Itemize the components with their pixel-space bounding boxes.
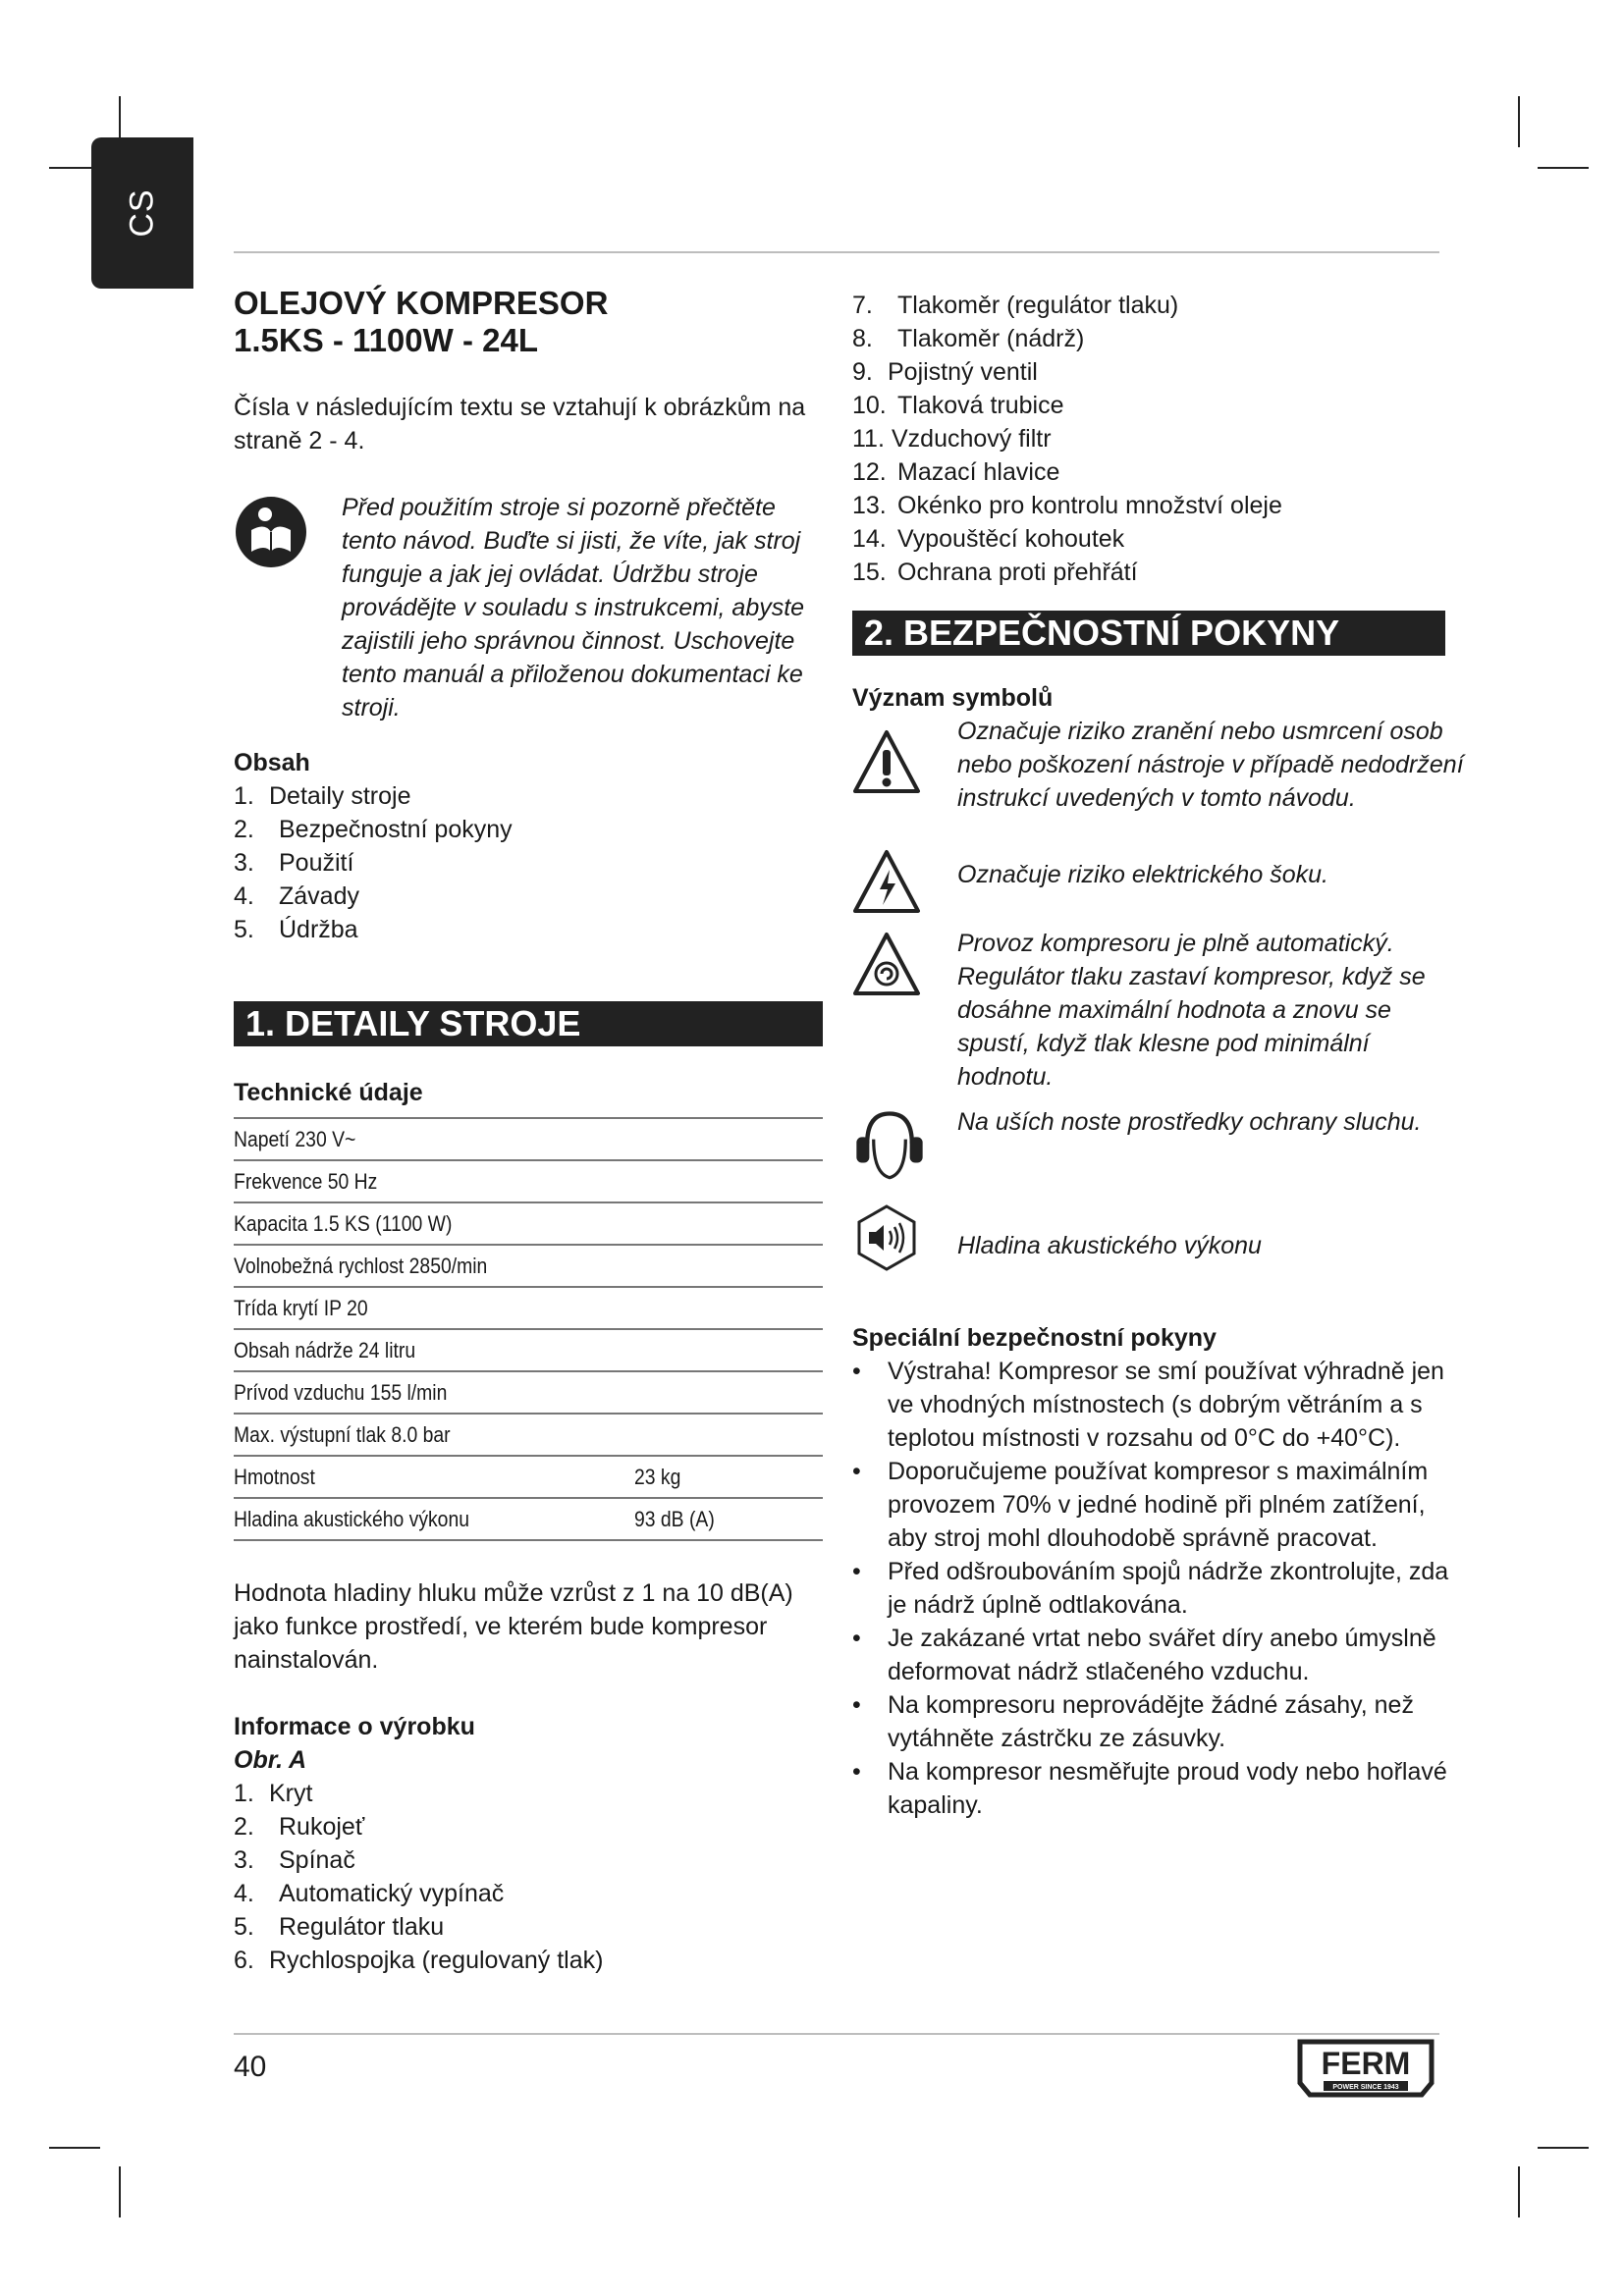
symbol-warning-text: Označuje riziko zranění nebo usmrcení osob nebo poškození nástroje v případě nedodržení instrukcí uvedených v tomto návodu. [957,718,1464,812]
list-item: • Je zakázané vrtat nebo svářet díry anebo úmyslně deformovat nádrž stlačeného vzduchu. [852,1622,1466,1688]
list-item: 3. Použití [234,849,354,877]
list-item: 8. Tlakoměr (nádrž) [852,325,1085,352]
symbol-electric-text: Označuje riziko elektrického šoku. [957,861,1328,888]
crop-mark [1518,96,1520,147]
right-column [852,289,1466,1822]
list-item: • Na kompresoru neprovádějte žádné zásahy, než vytáhněte zástrčku ze zásuvky. [852,1688,1466,1755]
table-row: Kapacita 1.5 KS (1100 W) [234,1202,823,1245]
special-heading: Speciální bezpečnostní pokyny [852,1324,1217,1352]
list-item: 15. Ochrana proti přehřátí [852,559,1138,586]
symbol-hearing [852,1105,1466,1201]
left-column [234,285,823,1977]
warning-icon [852,728,921,797]
special-safety-list [852,1355,1466,1822]
section-heading-safety: 2. BEZPEČNOSTNÍ POKYNY [852,611,1445,656]
list-item: • Doporučujeme používat kompresor s maximálním provozem 70% v jedné hodině při plném zatížení, aby stroj mohl dlouhodobě správně pracovat. [852,1455,1466,1555]
symbol-warning [852,715,1466,846]
language-tab [91,137,193,289]
table-row: Max. výstupní tlak 8.0 bar [234,1414,823,1456]
crop-mark [1518,2166,1520,2217]
list-item: • Výstraha! Kompresor se smí používat výhradně jen ve vhodných místnostech (s dobrým větráním a s teplotou místnosti v rozsahu od 0°C do +40°C). [852,1355,1466,1455]
list-item: 3. Spínač [234,1846,355,1874]
symbol-automatic [852,927,1466,1105]
symbol-automatic-text: Provoz kompresoru je plně automatický. Regulátor tlaku zastaví kompresor, když se dosáhne maximální hodnota a znovu se spustí, když tlak klesne pod minimální hodnotu. [957,930,1426,1091]
list-item: 13. Okénko pro kontrolu množství oleje [852,492,1282,519]
noise-note: Hodnota hladiny hluku může vzrůst z 1 na 10 dB(A) jako funkce prostředí, ve kterém bude kompresor nainstalován. [234,1579,793,1674]
read-manual-block [234,491,823,721]
page-title: OLEJOVÝ KOMPRESOR 1.5KS - 1100W - 24L [234,285,609,358]
tech-specs-table [234,1117,823,1541]
table-row: Frekvence 50 Hz [234,1160,823,1202]
symbol-acoustic-text: Hladina akustického výkonu [957,1232,1262,1259]
read-manual-text: Před použitím stroje si pozorně přečtěte tento návod. Buďte si jisti, že víte, jak stroj funguje a jak jej ovládat. Údržbu stroje provádějte v souladu s instrukcemi, abyste zajistili jeho správnou činnost. Uschovejte tento manuál a přiloženou dokumentaci ke stroji. [342,494,805,721]
list-item: 12. Mazací hlavice [852,458,1060,486]
crop-mark [49,2147,100,2149]
language-tab-label: CS [123,188,161,238]
crop-mark [119,2166,121,2217]
table-row: Hladina akustického výkonu 93 dB (A) [234,1498,823,1540]
list-item: 4. Automatický vypínač [234,1880,505,1907]
symbol-electric [852,858,1466,923]
list-item: 7. Tlakoměr (regulátor tlaku) [852,292,1179,319]
figure-label: Obr. A [234,1746,307,1774]
table-row: Napetí 230 V~ [234,1118,823,1160]
automatic-start-icon [852,931,921,999]
list-item: 4. Závady [234,882,359,910]
symbols-heading: Význam symbolů [852,684,1054,712]
contents-heading: Obsah [234,749,310,776]
read-manual-icon [234,495,308,569]
list-item: 14. Vypouštěcí kohoutek [852,525,1125,553]
list-item: 2. Rukojeť [234,1813,365,1841]
product-parts-list [234,1777,823,1977]
list-item: 1. Detaily stroje [234,782,411,810]
page-number: 40 [234,2051,267,2083]
svg-text:POWER SINCE 1943: POWER SINCE 1943 [1332,2084,1399,2091]
ear-protection-icon [852,1105,927,1184]
section-heading-details: 1. DETAILY STROJE [234,1001,823,1046]
table-row: Hmotnost 23 kg [234,1456,823,1498]
contents-list [234,779,823,946]
list-item: 11. Vzduchový filtr [852,425,1052,453]
ferm-logo [1294,2038,1437,2099]
list-item: 1. Kryt [234,1780,313,1807]
acoustic-power-icon [852,1203,921,1272]
symbol-acoustic [852,1203,1466,1308]
electric-shock-icon [852,848,921,917]
symbol-hearing-text: Na uších noste prostředky ochrany sluchu. [957,1108,1422,1136]
list-item: • Na kompresor nesměřujte proud vody nebo hořlavé kapaliny. [852,1755,1466,1822]
table-row: Obsah nádrže 24 litru [234,1329,823,1371]
table-row: Trída krytí IP 20 [234,1287,823,1329]
list-item: 6. Rychlospojka (regulovaný tlak) [234,1947,604,1974]
product-heading: Informace o výrobku [234,1713,475,1740]
crop-mark [1538,2147,1589,2149]
list-item: 10. Tlaková trubice [852,392,1064,419]
list-item: 5. Údržba [234,916,358,943]
list-item: 2. Bezpečnostní pokyny [234,816,513,843]
table-row: Prívod vzduchu 155 l/min [234,1371,823,1414]
header-rule [234,251,1439,253]
list-item: 5. Regulátor tlaku [234,1913,445,1941]
list-item: 9. Pojistný ventil [852,358,1038,386]
svg-text:FERM: FERM [1321,2046,1411,2081]
intro-text: Čísla v následujícím textu se vztahují k obrázkům na straně 2 - 4. [234,394,806,454]
crop-mark [1538,167,1589,169]
product-parts-list-continued [852,289,1466,589]
table-row: Volnobežná rychlost 2850/min [234,1245,823,1287]
list-item: • Před odšroubováním spojů nádrže zkontrolujte, zda je nádrž úplně odtlakována. [852,1555,1466,1622]
tech-heading: Technické údaje [234,1079,423,1106]
footer-rule [234,2033,1439,2035]
